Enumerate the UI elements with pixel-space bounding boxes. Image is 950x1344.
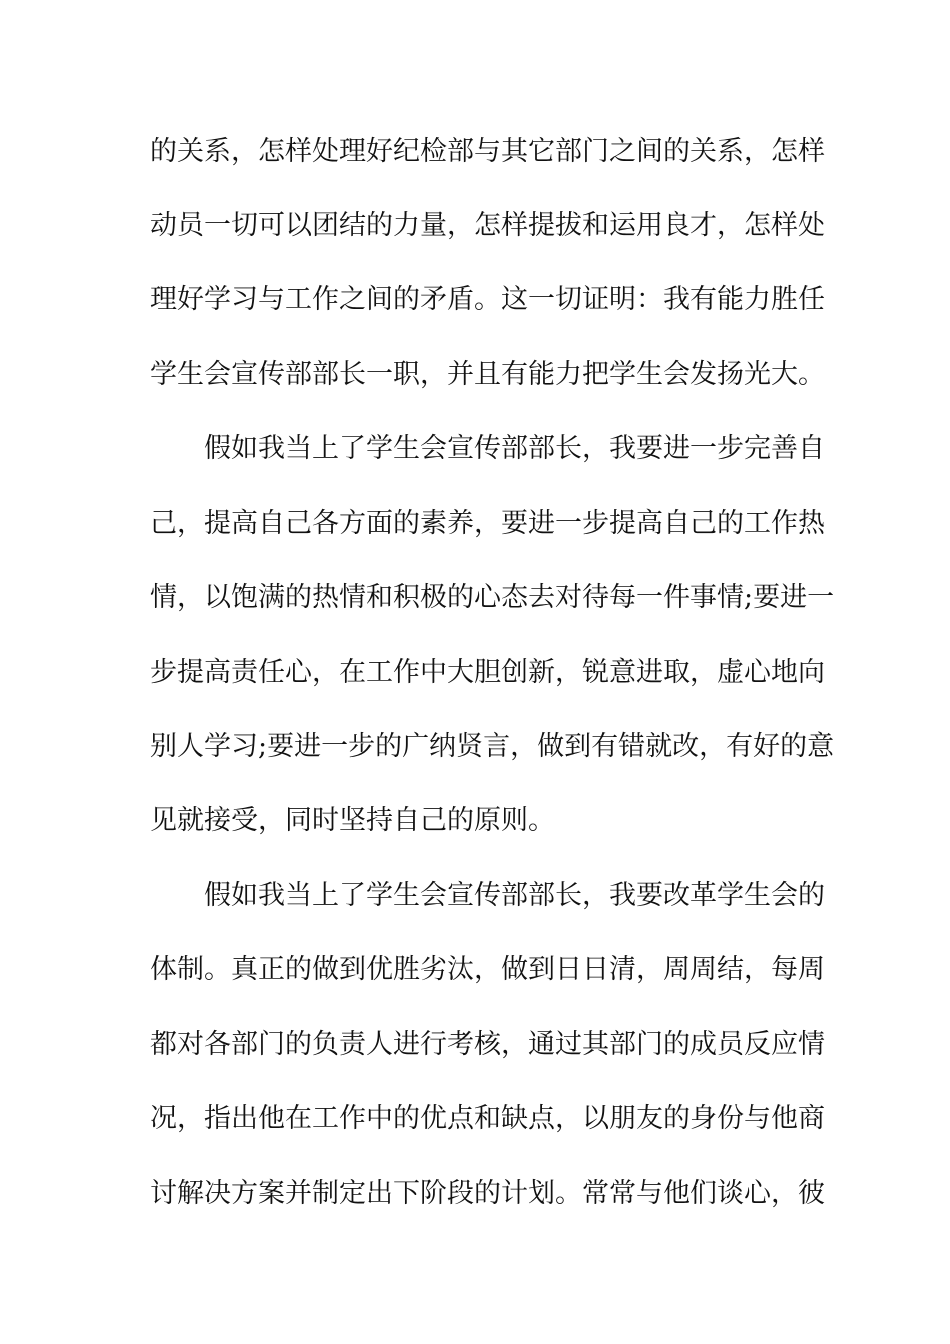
paragraph-line: 的关系，怎样处理好纪检部与其它部门之间的关系，怎样 [150, 136, 825, 167]
paragraph-first-line: 假如我当上了学生会宣传部部长，我要进一步完善自 [204, 433, 825, 464]
paragraph-line: 学生会宣传部部长一职，并且有能力把学生会发扬光大。 [150, 359, 825, 390]
paragraph-line: 讨解决方案并制定出下阶段的计划。常常与他们谈心，彼 [150, 1178, 825, 1209]
paragraph-line: 情，以饱满的热情和积极的心态去对待每一件事情;要进一 [150, 582, 835, 613]
paragraph-line: 体制。真正的做到优胜劣汰，做到日日清，周周结，每周 [150, 954, 825, 985]
paragraph-line: 己，提高自己各方面的素养，要进一步提高自己的工作热 [150, 508, 825, 539]
paragraph-line: 动员一切可以团结的力量，怎样提拔和运用良才，怎样处 [150, 210, 825, 241]
paragraph-line: 别人学习;要进一步的广纳贤言，做到有错就改，有好的意 [150, 731, 835, 762]
paragraph-line: 况，指出他在工作中的优点和缺点，以朋友的身份与他商 [150, 1103, 825, 1134]
paragraph-line: 步提高责任心，在工作中大胆创新，锐意进取，虚心地向 [150, 657, 825, 688]
paragraph-line: 理好学习与工作之间的矛盾。这一切证明：我有能力胜任 [150, 284, 825, 315]
paragraph-line: 都对各部门的负责人进行考核，通过其部门的成员反应情 [150, 1029, 825, 1060]
paragraph-first-line: 假如我当上了学生会宣传部部长，我要改革学生会的 [204, 880, 825, 911]
paragraph-line: 见就接受，同时坚持自己的原则。 [150, 805, 555, 836]
